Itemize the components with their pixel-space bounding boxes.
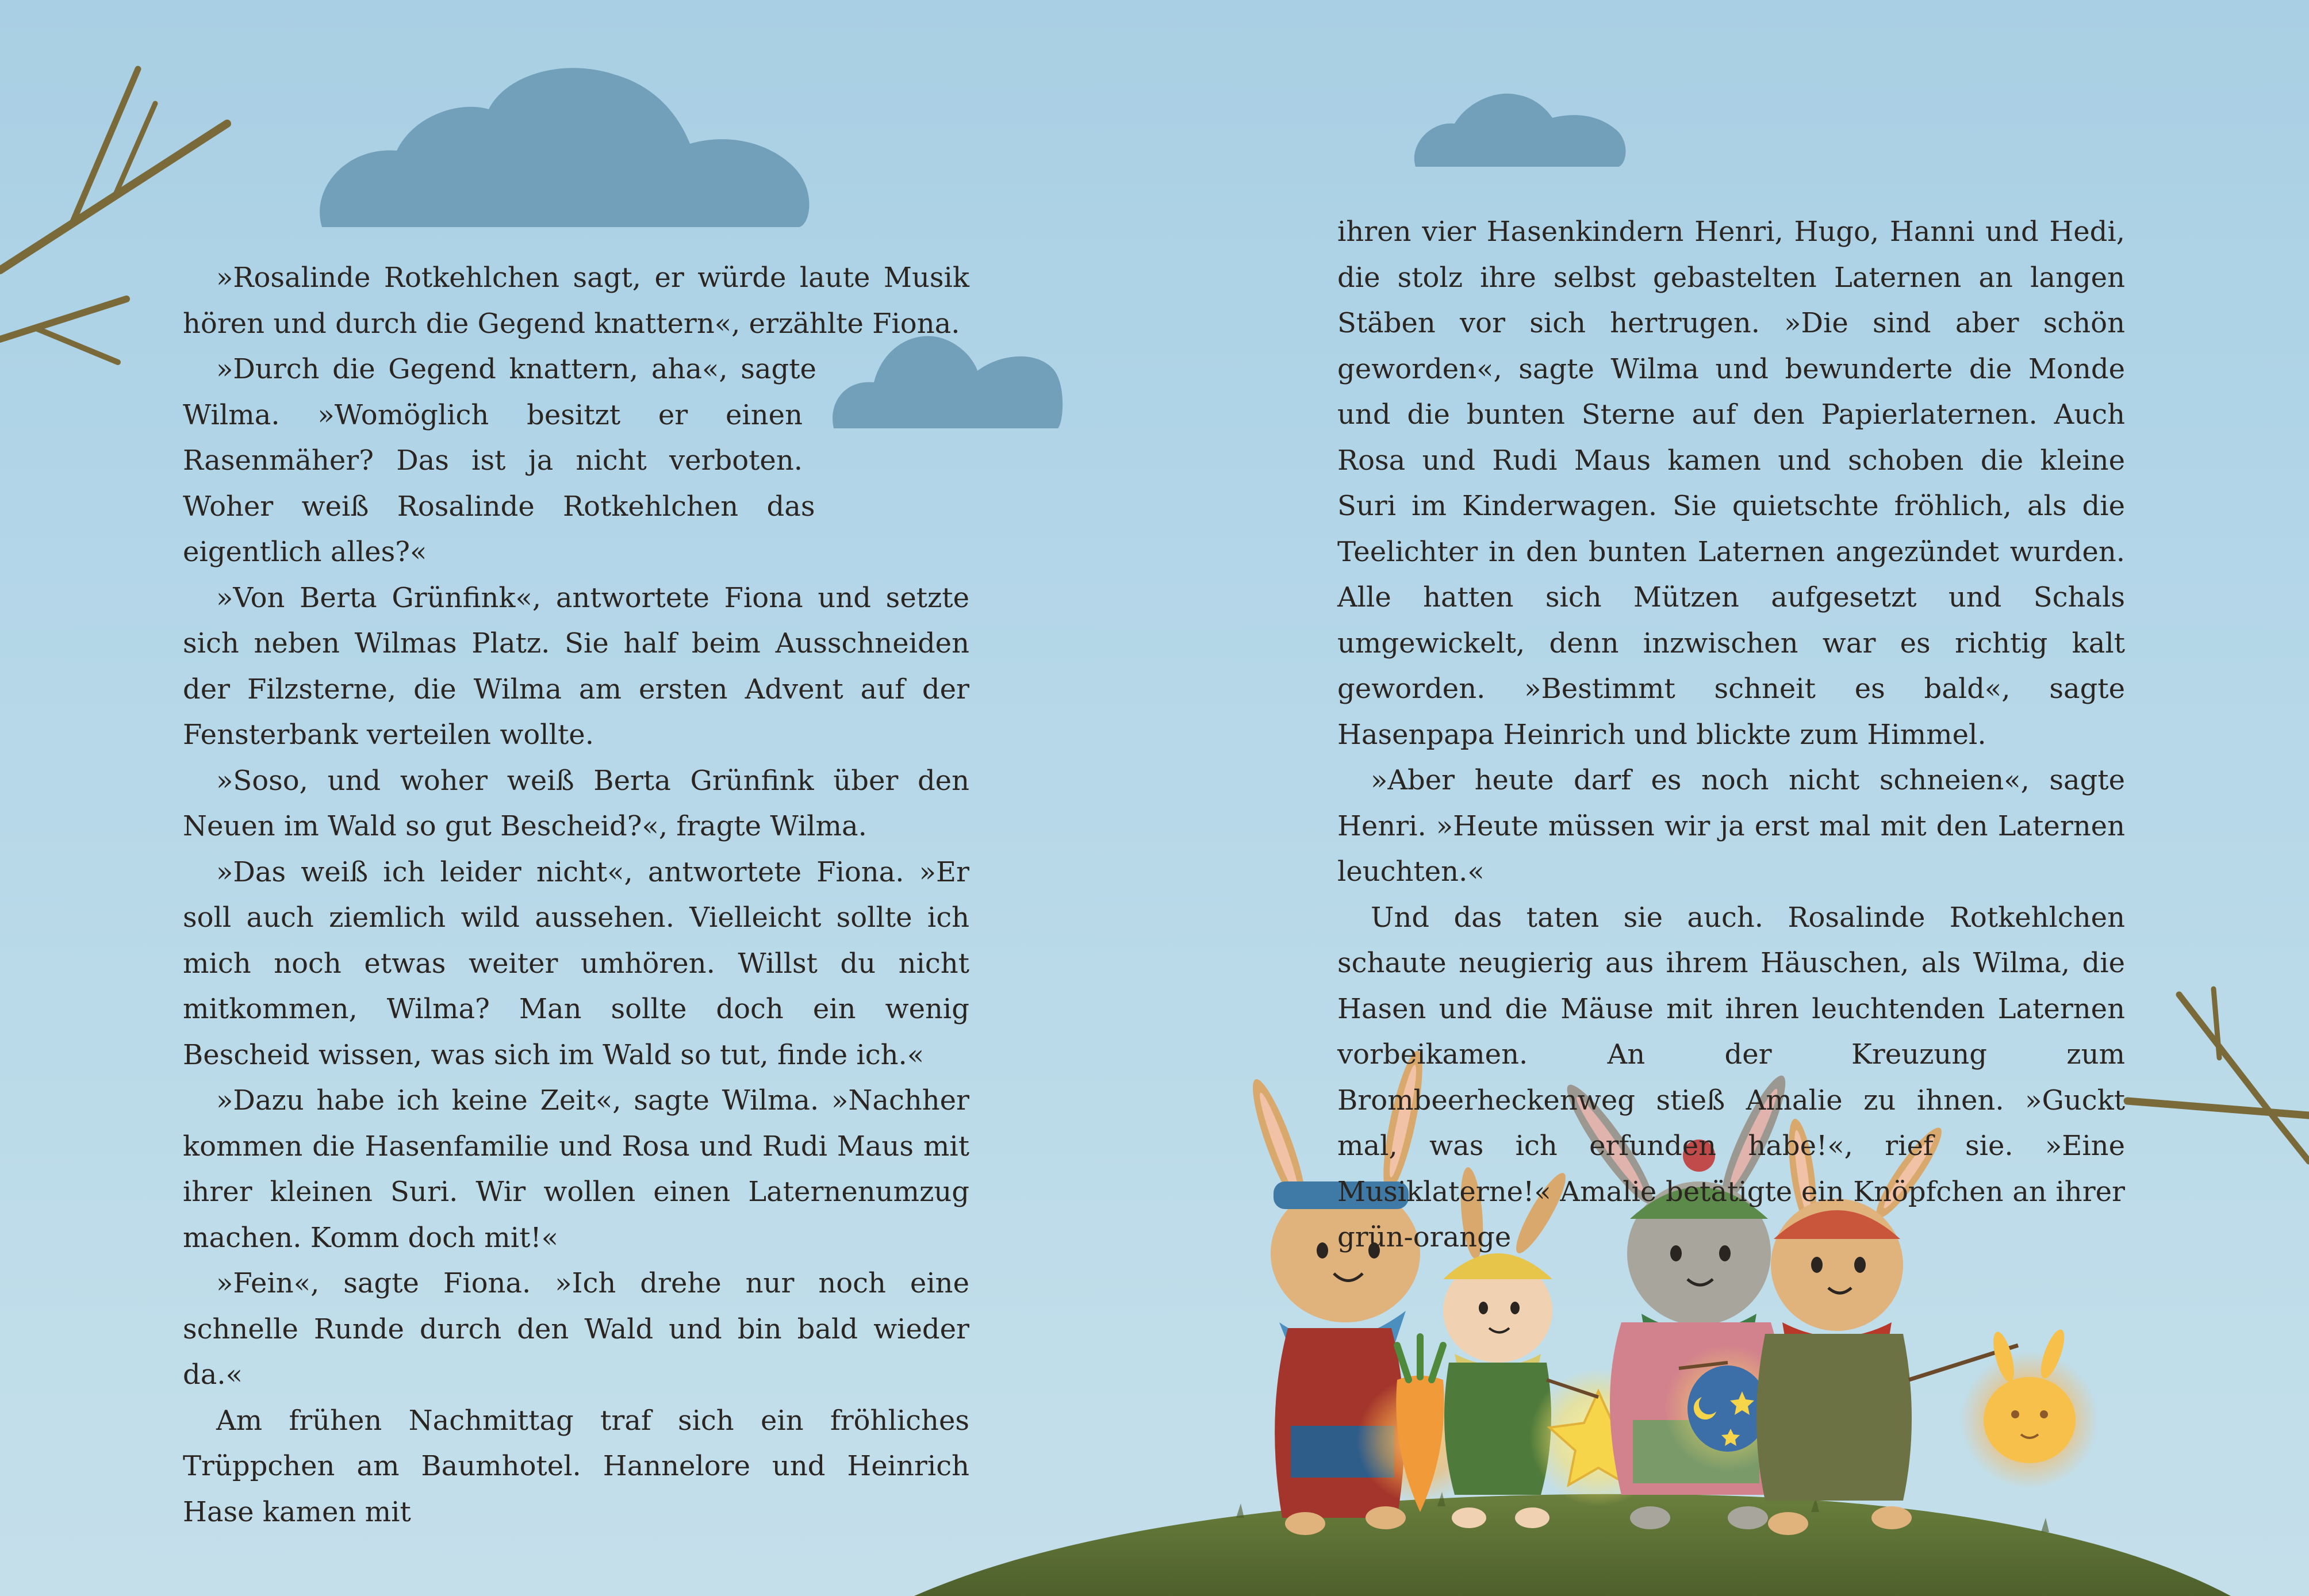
branch-icon xyxy=(2127,989,2309,1161)
lantern-icon xyxy=(1909,1327,2076,1463)
hill xyxy=(914,1494,2231,1596)
paragraph: »Das weiß ich leider nicht«, antwortete Fiona. »Er soll auch ziemlich wild aussehen. Vielleicht sollte ich mich noch etwas weiter umhören. Willst du nicht mitkommen, Wilma? Man sollte doch ein wenig Bescheid wissen, was sich im Wald so tut, finde ich.« xyxy=(183,855,969,1071)
cloud-icon xyxy=(1414,94,1626,167)
paragraph: »Durch die Gegend knattern, aha«, sagte Wilma. »Womöglich besitzt er einen Rasenmäher? Das ist ja nicht verboten. Woher weiß Rosalinde Rotkehlchen das eigentlich alles?« xyxy=(183,347,969,576)
paragraph: »Soso, und woher weiß Berta Grünfink über den Neuen im Wald so gut Bescheid?«, fragte Wilma. xyxy=(183,764,969,842)
cloud-icon xyxy=(320,68,809,227)
paragraph: »Dazu habe ich keine Zeit«, sagte Wilma. »Nachher kommen die Hasenfamilie und Rosa und Rudi Maus mit ihrer kleinen Suri. Wir wollen einen Laternenumzug machen. Komm doch mit!« xyxy=(183,1084,969,1254)
paragraph: »Fein«, sagte Fiona. »Ich drehe nur noch eine schnelle Runde durch den Wald und bin bald wieder da.« xyxy=(183,1267,969,1391)
right-page-text xyxy=(1337,209,2125,1261)
paragraph: »Aber heute darf es noch nicht schneien«, sagte Henri. »Heute müssen wir ja erst mal mit den Laternen leuchten.« xyxy=(1337,764,2125,888)
paragraph: »Rosalinde Rotkehlchen sagt, er würde laute Musik hören und durch die Gegend knattern«, erzählte Fiona. xyxy=(183,262,969,340)
text-wrap-cloud-space xyxy=(803,434,969,532)
paragraph: »Von Berta Grünfink«, antwortete Fiona und setzte sich neben Wilmas Platz. Sie half beim Ausschneiden der Filzsterne, die Wilma am ersten Advent auf der Fensterbank verteilen wollte. xyxy=(183,581,969,751)
paragraph: Und das taten sie auch. Rosalinde Rotkehlchen schaute neugierig aus ihrem Häuschen, als Wilma, die Hasen und die Mäuse mit ihren leuchtenden Laternen vorbeikamen. An der Kreuzung zum Brombeerheckenweg stieß Amalie zu ihnen. »Guckt mal, was ich erfunden habe!«, rief sie. »Eine Musiklaterne!« Amalie betätigte ein Knöpfchen an ihrer grün-orange xyxy=(1337,901,2125,1253)
left-page-text xyxy=(183,255,969,1535)
paragraph: Am frühen Nachmittag traf sich ein fröhliches Trüppchen am Baumhotel. Hannelore und Heinrich Hase kamen mit xyxy=(183,1404,969,1528)
paragraph-continuation: ihren vier Hasenkindern Henri, Hugo, Hanni und Hedi, die stolz ihre selbst gebastelten Laternen an langen Stäben vor sich hertrugen. »Die sind aber schön geworden«, sagte Wilma und bewunderte die Monde und die bunten Sterne auf den Papierlaternen. Auch Rosa und Rudi Maus kamen und schoben die kleine Suri im Kinderwagen. Sie quietschte fröhlich, als die Teelichter in den bunten Laternen angezündet wurden. Alle hatten sich Mützen aufgesetzt und Schals umgewickelt, denn inzwischen war es richtig kalt geworden. »Bestimmt schneit es bald«, sagte Hasenpapa Heinrich und blickte zum Himmel. xyxy=(1337,216,2125,751)
